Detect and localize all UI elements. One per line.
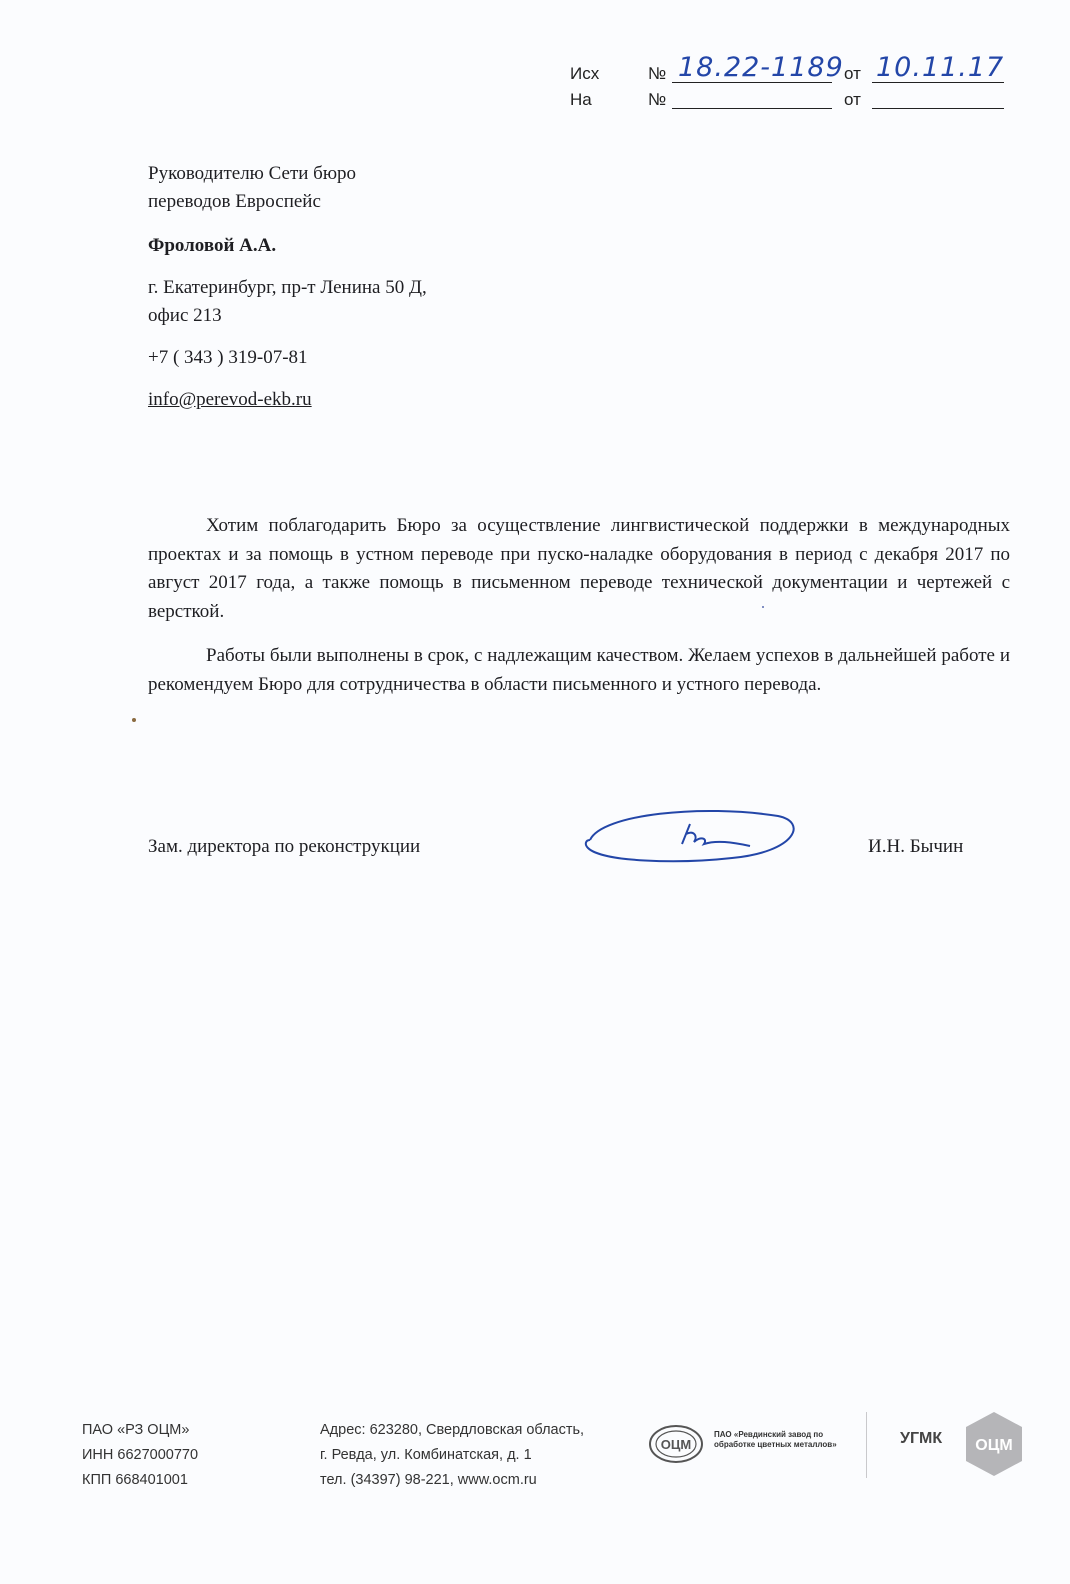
registration-block <box>570 52 1010 112</box>
paper-speck <box>132 718 136 722</box>
email-link[interactable]: info@perevod-ekb.ru <box>148 389 312 410</box>
addressee-block <box>148 160 427 414</box>
addressee-line1: Руководителю Сети бюро <box>148 163 357 184</box>
footer-contacts: тел. (34397) 98-221, www.ocm.ru <box>320 1472 537 1488</box>
footer-address-line2: г. Ревда, ул. Комбинатская, д. 1 <box>320 1447 532 1463</box>
company-logo-icon <box>648 1424 704 1464</box>
addressee-name: Фроловой А.А. <box>148 235 277 256</box>
footer-inn: ИНН 6627000770 <box>82 1447 199 1463</box>
footer-kpp: КПП 668401001 <box>82 1472 188 1488</box>
footer-company-name: ПАО «РЗ ОЦМ» <box>82 1422 190 1438</box>
footer-address-line1: Адрес: 623280, Свердловская область, <box>320 1422 585 1438</box>
number-line <box>672 108 832 109</box>
body-paragraph: Хотим поблагодарить Бюро за осуществление лингвистической поддержки в международных проектах и за помощь в устном переводе при пуско-наладке оборудования в период с декабря 2017 по август 2017 года, а также помощь в письменном переводе технической документации и чертежей с версткой. <box>148 515 1010 622</box>
number-sign: № <box>648 90 667 109</box>
outgoing-number: 18.22-1189 <box>678 52 844 83</box>
footer-company <box>82 1418 198 1493</box>
outgoing-row <box>570 52 1010 86</box>
address-line2: офис 213 <box>148 305 222 326</box>
date-line <box>872 108 1004 109</box>
signer-position: Зам. директора по реконструкции <box>148 836 421 857</box>
logo-letters: ОЦМ <box>660 1437 692 1452</box>
body-paragraph: Работы были выполнены в срок, с надлежащим качеством. Желаем успехов в дальнейшей работе и рекомендуем Бюро для сотрудничества в области письменного и устного перевода. <box>148 645 1010 695</box>
outgoing-label: Исх <box>570 64 600 83</box>
phone: +7 ( 343 ) 319-07-81 <box>148 347 308 368</box>
footer-divider <box>866 1412 867 1478</box>
footer-address <box>320 1418 584 1493</box>
incoming-label: На <box>570 90 592 109</box>
address-line1: г. Екатеринбург, пр-т Ленина 50 Д, <box>148 277 427 298</box>
letter-body <box>148 512 1010 699</box>
from-label: от <box>844 90 861 109</box>
ocm-hexagon-logo-icon <box>964 1410 1024 1478</box>
number-sign: № <box>648 64 667 83</box>
logo-company-text: ПАО «Ревдинский завод по обработке цветных металлов» <box>714 1430 837 1449</box>
handwritten-signature <box>582 800 802 870</box>
signer-name: И.Н. Бычин <box>868 836 964 857</box>
incoming-row <box>570 86 1010 112</box>
ocm-hexagon-text: ОЦМ <box>975 1437 1013 1454</box>
outgoing-date: 10.11.17 <box>876 52 1005 83</box>
ink-dot <box>762 606 764 608</box>
from-label: от <box>844 64 861 83</box>
ugmk-logo-text: УГМК <box>900 1430 943 1447</box>
addressee-line2: переводов Евроспейс <box>148 191 321 212</box>
